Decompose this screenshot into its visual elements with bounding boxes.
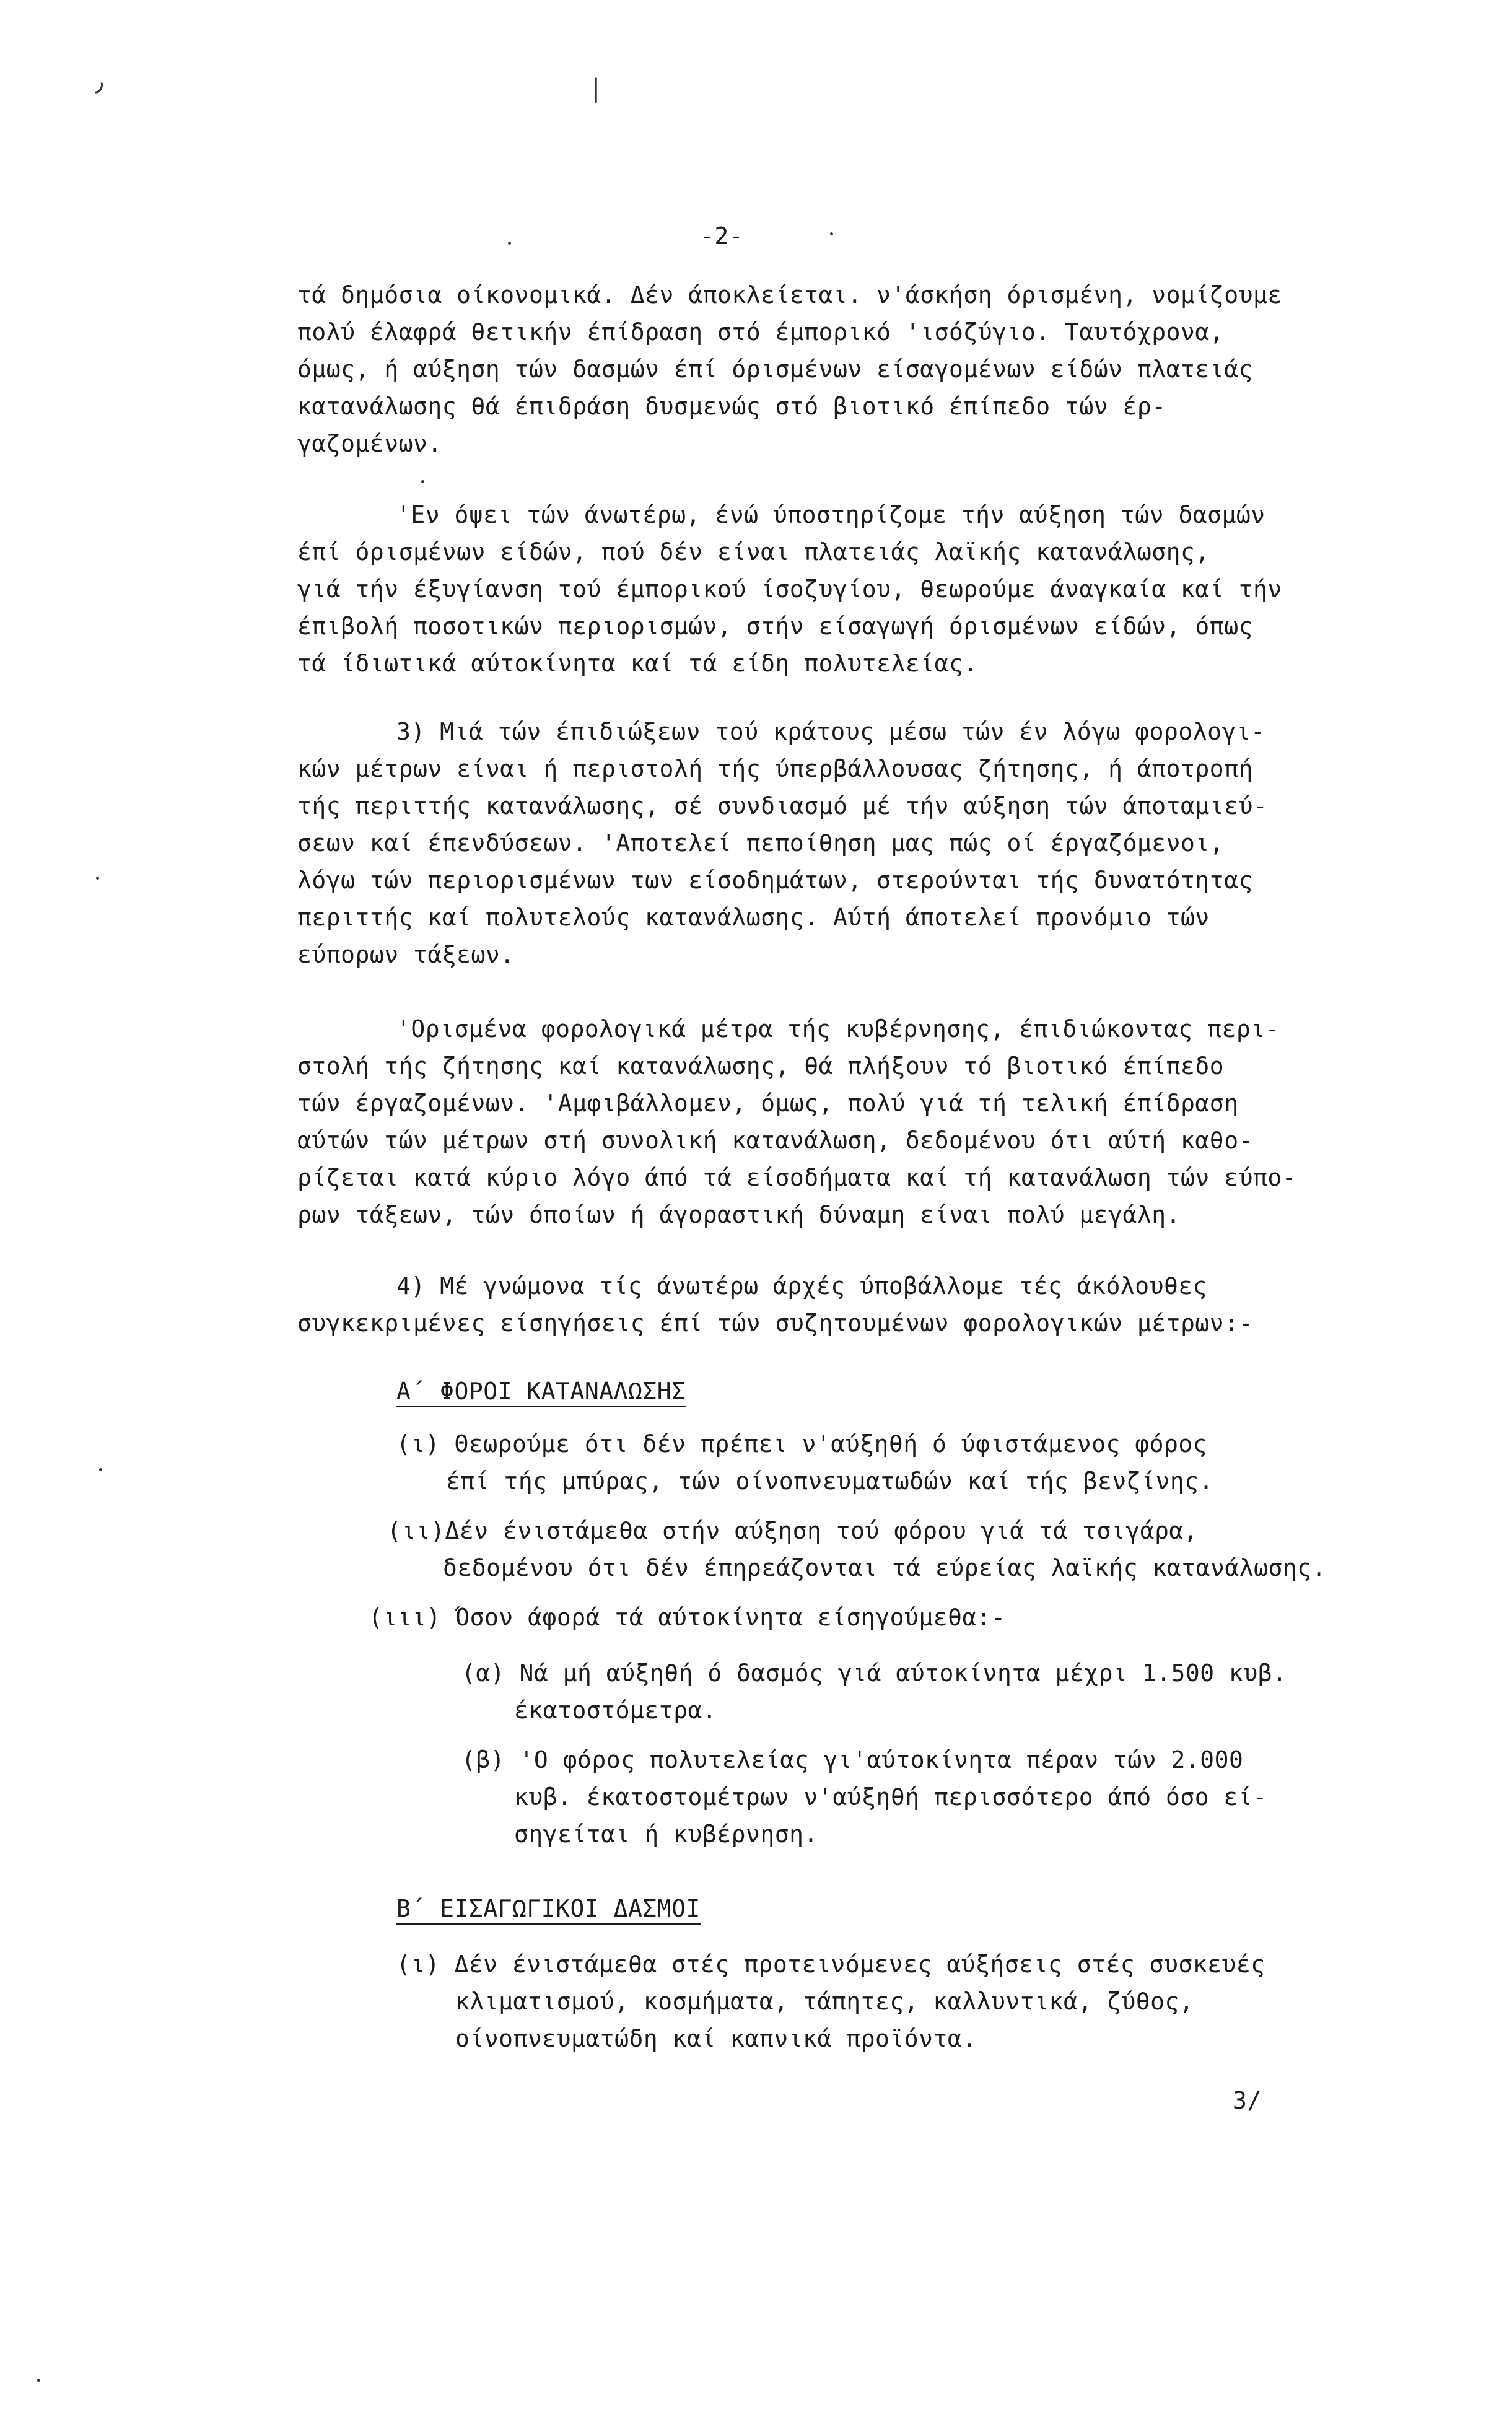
paragraph-line: έπιβολή ποσοτικών περιορισμών, στήν είσαγωγή όρισμένων είδών, όπως — [297, 613, 1253, 640]
scan-speck — [37, 2379, 40, 2382]
scan-speck — [508, 242, 511, 245]
paragraph-line: στολή τής ζήτησης καί κατανάλωσης, θά πλήξουν τό βιοτικό έπίπεδο — [297, 1052, 1225, 1080]
paragraph-line: ρων τάξεων, τών όποίων ή άγοραστική δύναμη είναι πολύ μεγάλη. — [297, 1201, 1181, 1228]
paragraph-line: γιά τήν έξυγίανση τού έμπορικού ίσοζυγίου, θεωρούμε άναγκαία καί τήν — [297, 575, 1282, 603]
paragraph-line: γαζομένων. — [297, 430, 442, 457]
paragraph-line: τών έργαζομένων. 'Αμφιβάλλομεν, όμως, πολύ γιά τή τελική έπίδραση — [297, 1090, 1239, 1117]
section-b-heading: Β΄ ΕΙΣΑΓΩΓΙΚΟΙ ΔΑΣΜΟΙ — [396, 1895, 701, 1922]
paragraph-line: κατανάλωσης θά έπιδράση δυσμενώς στό βιοτικό έπίπεδο τών έρ- — [297, 393, 1166, 420]
paragraph-line: αύτών τών μέτρων στή συνολική κατανάλωση, δεδομένου ότι αύτή καθο- — [297, 1127, 1253, 1154]
list-item-line: οίνοπνευματώδη καί καπνικά προϊόντα. — [455, 2025, 977, 2052]
paragraph-line: εύπορων τάξεων. — [297, 941, 515, 968]
paragraph-line: σεων καί έπενδύσεων. 'Αποτελεί πεποίθηση μας πώς οί έργαζόμενοι, — [297, 829, 1225, 857]
paragraph-line: τά ίδιωτικά αύτοκίνητα καί τά είδη πολυτελείας. — [297, 650, 978, 677]
paragraph-line: όμως, ή αύξηση τών δασμών έπί όρισμένων είσαγομένων είδών πλατειάς — [297, 356, 1253, 383]
paragraph-line: ρίζεται κατά κύριο λόγο άπό τά είσοδήματα καί τή κατανάλωση τών εύπο- — [297, 1164, 1297, 1191]
paragraph-line: περιττής καί πολυτελούς κατανάλωσης. Αύτή άποτελεί προνόμιο τών — [297, 904, 1210, 931]
paragraph-line: έπί όρισμένων είδών, πού δέν είναι πλατειάς λαϊκής κατανάλωσης, — [297, 538, 1210, 566]
list-item-line: (ι) Θεωρούμε ότι δέν πρέπει ν'αύξηθή ό ύφιστάμενος φόρος — [396, 1430, 1208, 1458]
sub-item-line: σηγείται ή κυβέρνηση. — [514, 1821, 818, 1848]
paragraph-line: 'Εν όψει τών άνωτέρω, ένώ ύποστηρίζομε τήν αύξηση τών δασμών — [396, 501, 1265, 528]
paragraph-line: τά δημόσια οίκονομικά. Δέν άποκλείεται. ν'άσκήση όρισμένη, νομίζουμε — [297, 281, 1282, 308]
scan-speck — [830, 232, 833, 235]
paragraph-line: κών μέτρων είναι ή περιστολή τής ύπερβάλλουσας ζήτησης, ή άποτροπή — [297, 755, 1253, 782]
sub-item-line: (β) 'Ο φόρος πολυτελείας γι'αύτοκίνητα πέραν τών 2.000 — [461, 1746, 1244, 1773]
scan-speck — [421, 480, 424, 483]
paragraph-line: 4) Μέ γνώμονα τίς άνωτέρω άρχές ύποβάλλομε τές άκόλουθες — [396, 1272, 1208, 1300]
paragraph-line: συγκεκριμένες είσηγήσεις έπί τών συζητουμένων φορολογικών μέτρων:- — [297, 1309, 1253, 1337]
section-a-heading: Α΄ ΦΟΡΟΙ ΚΑΤΑΝΑΛΩΣΗΣ — [396, 1378, 686, 1405]
scan-speck — [96, 877, 99, 880]
paragraph-line: λόγω τών περιορισμένων των είσοδημάτων, στερούνται τής δυνατότητας — [297, 867, 1253, 894]
paragraph-line: πολύ έλαφρά θετικήν έπίδραση στό έμπορικό 'ισόζύγιο. Ταυτόχρονα, — [297, 318, 1225, 346]
list-item-line: έπί τής μπύρας, τών οίνοπνευματωδών καί τής βενζίνης. — [446, 1467, 1214, 1495]
page-number: -2- — [700, 222, 744, 250]
sub-item-line: (α) Νά μή αύξηθή ό δασμός γιά αύτοκίνητα μέχρι 1.500 κυβ. — [461, 1659, 1287, 1687]
sub-item-line: έκατοστόμετρα. — [514, 1697, 717, 1724]
scan-speck — [99, 1468, 102, 1471]
next-page-marker: 3/ — [1233, 2087, 1262, 2114]
list-item-line: (ι) Δέν ένιστάμεθα στές προτεινόμενες αύξήσεις στές συσκευές — [396, 1951, 1265, 1978]
paragraph-line: 3) Μιά τών έπιδιώξεων τού κράτους μέσω τών έν λόγω φορολογι- — [396, 718, 1265, 745]
sub-item-line: κυβ. έκατοστομέτρων ν'αύξηθή περισσότερο άπό όσο εί- — [514, 1783, 1267, 1811]
list-item-line: (ιιι) Όσον άφορά τά αύτοκίνητα είσηγούμεθα:- — [369, 1604, 1006, 1631]
list-item-line: (ιι)Δέν ένιστάμεθα στήν αύξηση τού φόρου γιά τά τσιγάρα, — [387, 1517, 1199, 1544]
paragraph-line: 'Ορισμένα φορολογικά μέτρα τής κυβέρνησης, έπιδιώκοντας περι- — [396, 1015, 1280, 1043]
header-tick: | — [588, 74, 604, 103]
list-item-line: δεδομένου ότι δέν έπηρεάζονται τά εύρείας λαϊκής κατανάλωσης. — [443, 1554, 1327, 1581]
list-item-line: κλιματισμού, κοσμήματα, τάπητες, καλλυντικά, ζύθος, — [455, 1988, 1194, 2015]
paragraph-line: τής περιττής κατανάλωσης, σέ συνδιασμό μέ τήν αύξηση τών άποταμιεύ- — [297, 792, 1268, 820]
scan-mark: ٫ — [92, 68, 107, 97]
